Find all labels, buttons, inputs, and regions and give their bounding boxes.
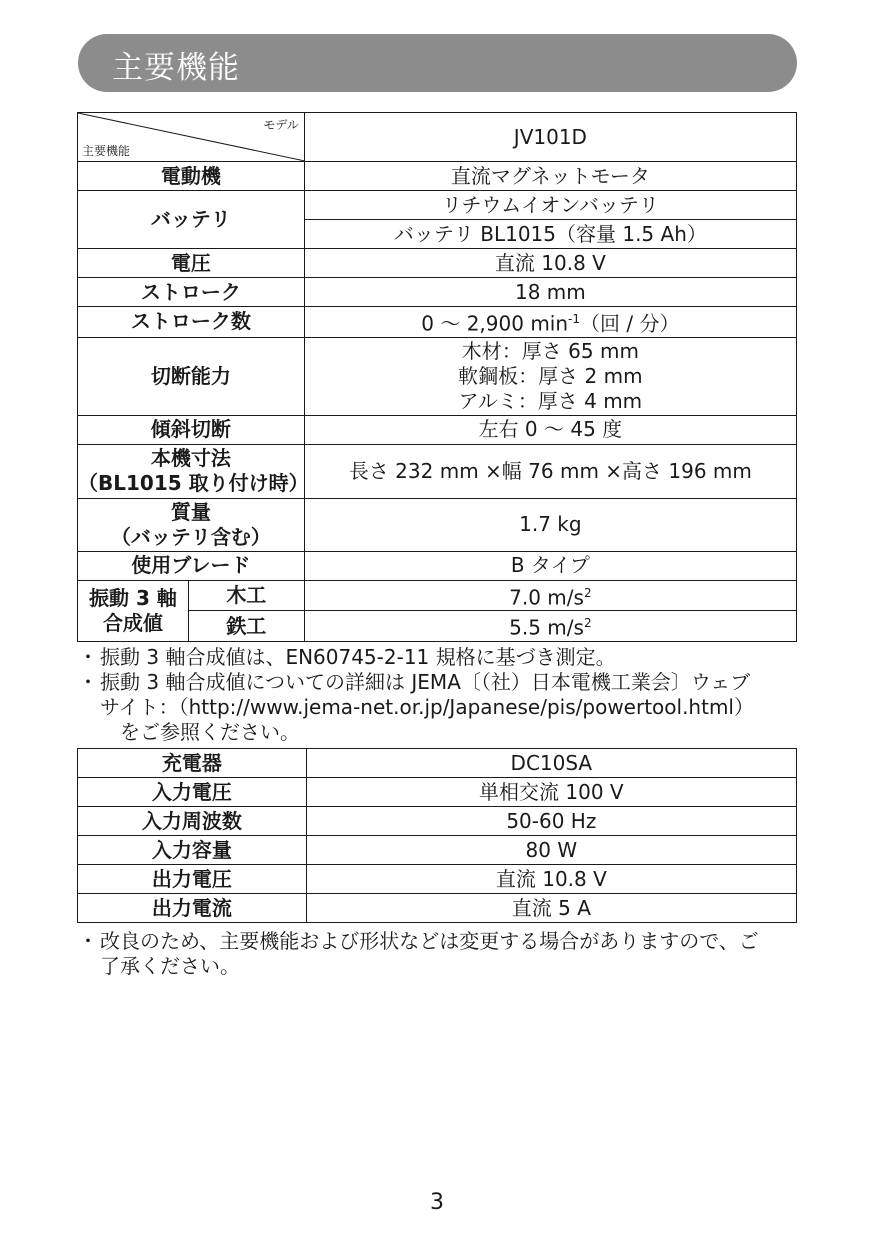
motor-value: 直流マグネットモータ [304, 162, 796, 191]
page-number: 3 [430, 1190, 444, 1215]
charger-row-value: DC10SA [306, 749, 796, 778]
stroke-count-cell [304, 307, 796, 338]
charger-row-label: 出力電流 [78, 894, 307, 923]
bevel-label: 傾斜切断 [78, 415, 305, 444]
charger-row-value: 50-60 Hz [306, 807, 796, 836]
cutting-steel-value: 軟鋼板：厚さ 2 mm [458, 363, 643, 388]
battery-type-value: リチウムイオンバッテリ [304, 191, 796, 220]
note-item [78, 929, 803, 979]
battery-label: バッテリ [78, 191, 305, 249]
weight-label: 質量 [170, 499, 211, 524]
vibration-metal-exponent: 2 [583, 616, 592, 631]
header-model-label: モデル [263, 118, 299, 132]
note-improvement-line-2: 了承ください。 [100, 954, 240, 978]
charger-row-label: 充電器 [78, 749, 307, 778]
note-item [78, 645, 803, 670]
charger-row-value: 直流 5 A [306, 894, 796, 923]
section-title: 主要機能 [112, 50, 240, 86]
bullet: ・ [78, 670, 98, 694]
dimensions-label-note: （BL1015 取り付け時） [78, 471, 309, 496]
blade-label: 使用ブレード [78, 551, 305, 580]
vibration-label-cell [78, 580, 189, 641]
voltage-value: 直流 10.8 V [304, 249, 796, 278]
charger-table [77, 748, 797, 923]
vibration-metal-label: 鉄工 [188, 611, 304, 642]
charger-row-value: 単相交流 100 V [306, 778, 796, 807]
weight-label-cell [78, 498, 305, 551]
note-jema-line-1: 振動 3 軸合成値についての詳細は JEMA〔（社）日本電機工業会〕ウェブ [100, 670, 751, 694]
blade-value: B タイプ [304, 551, 796, 580]
section-title-bar [78, 34, 797, 92]
motor-label: 電動機 [78, 162, 305, 191]
bullet: ・ [78, 645, 98, 669]
charger-row-label: 入力容量 [78, 836, 307, 865]
charger-row-value: 80 W [306, 836, 796, 865]
stroke-count-label: ストローク数 [78, 307, 305, 338]
note-item [78, 670, 803, 745]
cutting-aluminum-value: アルミ：厚さ 4 mm [458, 388, 643, 413]
weight-label-note: （バッテリ含む） [110, 524, 271, 549]
vibration-metal-value: 5.5 m/s [509, 615, 584, 640]
bullet: ・ [78, 929, 98, 953]
charger-row-label: 入力周波数 [78, 807, 307, 836]
header-function-label: 主要機能 [82, 144, 131, 158]
vibration-wood-label: 木工 [188, 580, 304, 611]
vibration-wood-exponent: 2 [583, 585, 592, 600]
stroke-value: 18 mm [304, 278, 796, 307]
spec-table [77, 112, 797, 642]
stroke-count-exponent: -1 [568, 312, 581, 326]
bevel-value: 左右 0 ～ 45 度 [304, 415, 796, 444]
dimensions-label: 本機寸法 [150, 446, 231, 471]
cutting-capacity-label: 切断能力 [78, 337, 305, 415]
charger-row-label: 入力電圧 [78, 778, 307, 807]
note-jema-line-2: サイト：（http://www.jema-net.or.jp/Japanese/pis/powertool.html） [100, 695, 754, 719]
vibration-metal-cell [304, 611, 796, 642]
charger-row-label: 出力電圧 [78, 865, 307, 894]
dimensions-label-cell [78, 444, 309, 498]
model-name: JV101D [304, 113, 796, 162]
dimensions-value: 長さ 232 mm ×幅 76 mm ×高さ 196 mm [304, 444, 796, 498]
voltage-label: 電圧 [78, 249, 305, 278]
cutting-capacity-cell [304, 337, 796, 415]
note-improvement-line-1: 改良のため、主要機能および形状などは変更する場合がありますので、ご [100, 929, 759, 953]
note-jema-line-3: をご参照ください。 [120, 720, 300, 744]
spec-header-diagonal-cell [78, 113, 305, 162]
note-vibration-standard: 振動 3 軸合成値は、EN60745-2-11 規格に基づき測定。 [100, 645, 616, 669]
vibration-wood-value: 7.0 m/s [509, 585, 584, 610]
vibration-label-sub: 合成値 [102, 610, 163, 635]
weight-value: 1.7 kg [304, 498, 796, 551]
stroke-label: ストローク [78, 278, 305, 307]
vibration-label: 振動 3 軸 [89, 585, 177, 610]
notes-vibration [78, 645, 803, 745]
stroke-count-value: 0 ～ 2,900 min [421, 311, 569, 336]
stroke-count-unit: （回 / 分） [580, 311, 680, 336]
charger-row-value: 直流 10.8 V [306, 865, 796, 894]
cutting-wood-value: 木材：厚さ 65 mm [461, 338, 639, 363]
battery-model-value: バッテリ BL1015（容量 1.5 Ah） [304, 220, 796, 249]
notes-improvement [78, 929, 803, 979]
vibration-wood-cell [304, 580, 796, 611]
